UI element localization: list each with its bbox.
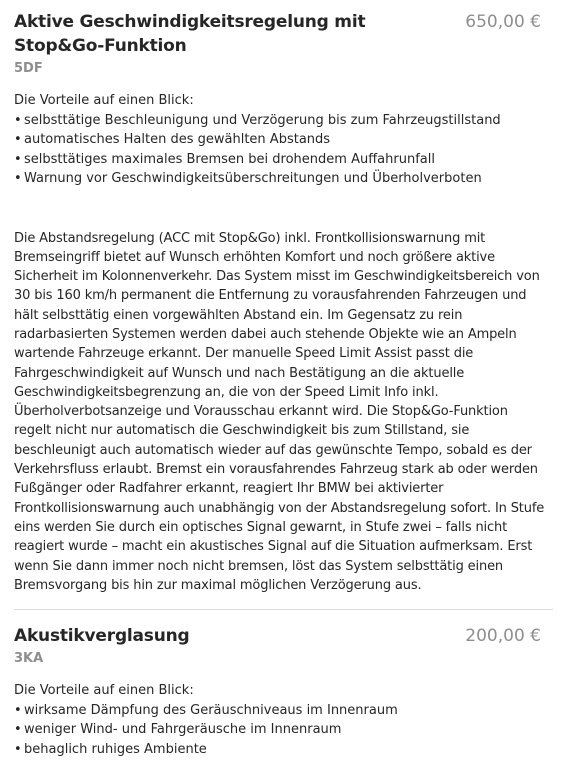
benefits-intro: Die Vorteile auf einen Blick: [14,93,194,108]
option-price: 650,00 € [465,12,541,32]
benefit-item: • selbsttätige Beschleunigung und Verzögerung bis zum Fahrzeugstillstand [14,111,553,131]
benefit-item: • automatisches Halten des gewählten Abstands [14,130,553,150]
benefit-item: • Warnung vor Geschwindigkeitsüberschreitungen und Überholverboten [14,169,553,189]
option-price: 200,00 € [465,626,541,647]
benefits-intro: Die Vorteile auf einen Blick: [14,683,194,699]
option-header [14,624,553,648]
benefit-item: • wirksame Dämpfung des Geräuschniveaus im Innenraum [14,701,553,721]
option-code: 5DF [14,61,43,76]
benefits-list [14,701,553,760]
benefit-item: • weniger Wind- und Fahrgeräusche im Innenraum [14,720,553,740]
option-acoustic-glazing [0,610,569,759]
benefit-item: • selbsttätiges maximales Bremsen bei drohendem Auffahrunfall [14,150,553,170]
benefits-list [14,111,553,189]
option-title: Akustikverglasung [14,626,190,647]
option-header [14,10,553,58]
option-description: Die Abstandsregelung (ACC mit Stop&Go) inkl. Frontkollisionswarnung mit Bremseingriff bietet auf Wunsch erhöhten Komfort und noch größere aktive Sicherheit im Kolonnenverkehr. Das System misst im Geschwindigkeitsbereich von 30 bis 160 km/h permanent die Entfernung zu vorausfahrenden Fahrzeugen und hält selbsttätig einen vorgewählten Abstand ein. Im Gegensatz zu rein radarbasierten Systemen werden dabei auch stehende Objekte wie an Ampeln wartende Fahrzeuge erkannt. Der manuelle Speed Limit Assist passt die Fahrgeschwindigkeit auf Wunsch und nach Bestätigung an die aktuelle Geschwindigkeitsbegrenzung an, die von der Speed Limit Info inkl. Überholverbotsanzeige und Vorausschau erkannt wird. Die Stop&Go-Funktion regelt nicht nur automatisch die Geschwindigkeit bis zum Stillstand, sie beschleunigt auch automatisch wieder auf das gewünschte Tempo, sobald es der Verkehrsfluss erlaubt. Bremst ein vorausfahrendes Fahrzeug stark ab oder werden Fußgänger oder Radfahrer erkannt, reagiert Ihr BMW bei aktivierter Frontkollisionswarnung auch unabhängig von der Abstandsregelung sofort. In Stufe eins werden Sie durch ein optisches Signal gewarnt, in Stufe zwei – falls nicht reagiert wurde – macht ein akustisches Signal auf die Situation aufmerksam. Erst wenn Sie dann immer noch nicht bremsen, löst das System selbsttätig einen Bremsvorgang bis hin zur maximal möglichen Verzögerung aus. [14,230,545,593]
option-title: Aktive Geschwindigkeitsregelung mit Stop&Go-Funktion [14,12,366,56]
option-code: 3KA [14,651,44,667]
benefit-item: • behaglich ruhiges Ambiente [14,740,553,760]
